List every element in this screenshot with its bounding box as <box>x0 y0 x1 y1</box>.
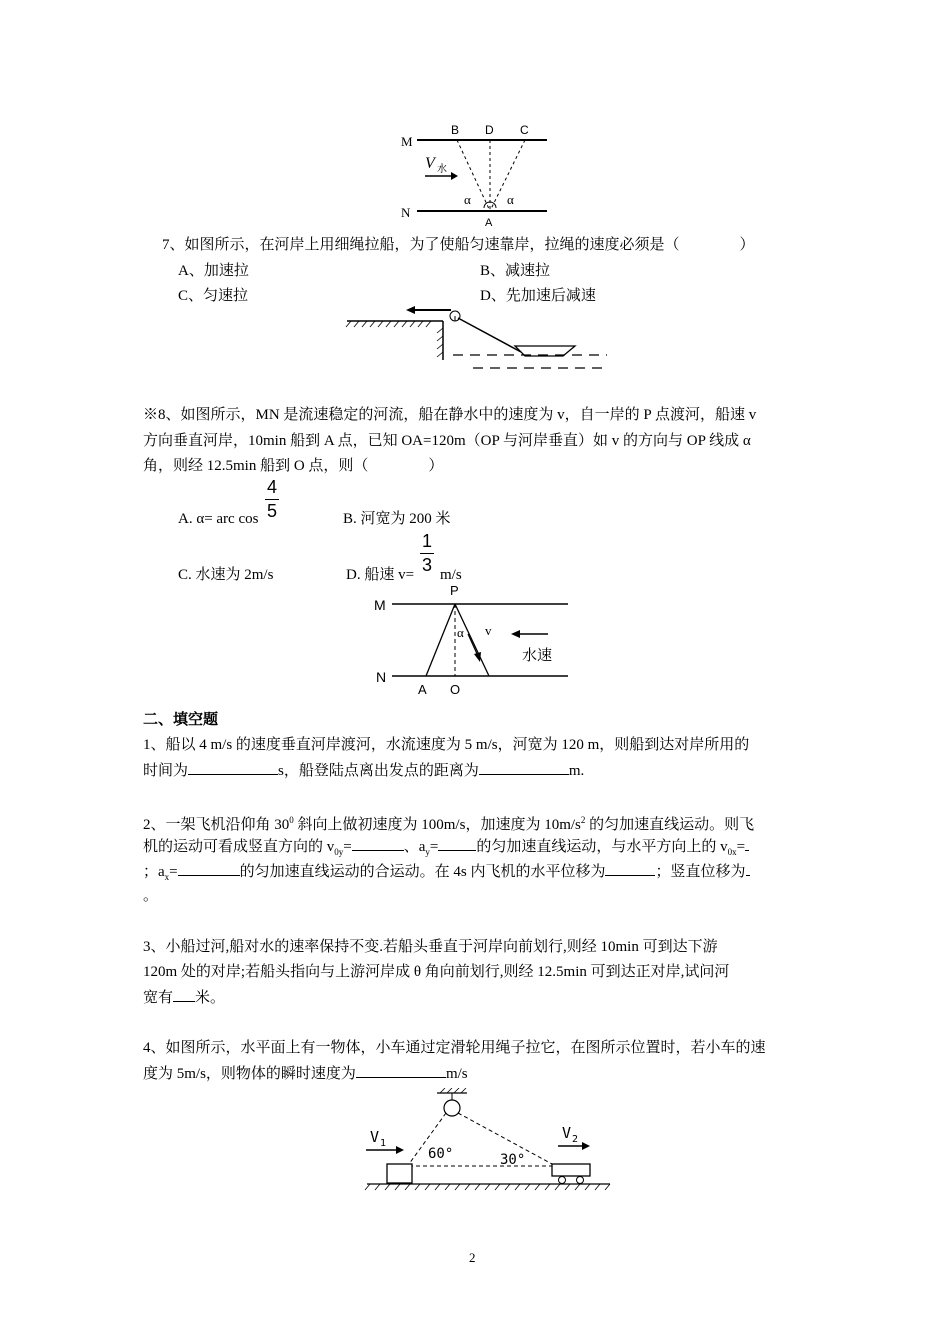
rope <box>458 318 521 352</box>
f2-line-4: 。 <box>143 888 159 904</box>
boat-rope-figure <box>345 302 610 374</box>
f4-line-1: 4、如图所示，水平面上有一物体，小车通过定滑轮用绳子拉它，在图所示位置时，若小车的速 <box>143 1040 766 1056</box>
label-angle-60: 60° <box>428 1146 454 1162</box>
f2-sup: 2 <box>580 815 586 825</box>
f2-text: = <box>736 839 746 855</box>
fraction-numerator: 4 <box>266 477 277 497</box>
page-number: 2 <box>469 1250 476 1265</box>
f2-text: 、a <box>403 839 426 855</box>
q8-option-d: D. 船速 v= <box>346 567 415 583</box>
cart-wheel-left <box>559 1177 566 1184</box>
bank-hatching <box>346 321 431 327</box>
f2-blank-horizontal-displacement[interactable] <box>605 861 655 876</box>
v2-arrow-head <box>582 1142 590 1150</box>
label-alpha: α <box>457 625 464 640</box>
f2-text: 的匀加速直线运动，与水平方向上的 v <box>476 839 728 855</box>
f1-text-b: s，船登陆点离出发点的距离为 <box>278 763 479 779</box>
path-velocity <box>455 604 489 676</box>
fraction-denominator: 5 <box>266 501 277 521</box>
wall-hatching <box>437 328 443 357</box>
f2-sup: 0 <box>289 815 294 825</box>
f2-line-2 <box>143 836 749 862</box>
ground-hatching <box>365 1184 610 1190</box>
q8-option-c: C. 水速为 2m/s <box>178 567 274 583</box>
path-ab <box>457 140 490 211</box>
v1-arrow-head <box>396 1146 404 1154</box>
f2-sub: x <box>164 872 170 882</box>
f3-line-1: 3、小船过河,船对水的速率保持不变.若船头垂直于河岸向前划行,则经 10min 可到达下游 <box>143 939 718 955</box>
f3-line-2: 120m 处的对岸;若船头指向与上游河岸成 θ 角向前划行,则经 12.5min 可到达正对岸,试问河 <box>143 964 730 980</box>
q8-option-d-fraction <box>420 531 434 576</box>
label-v2-sub: 2 <box>572 1134 579 1145</box>
label-b: B <box>451 123 460 137</box>
label-v1: V <box>370 1128 380 1146</box>
f2-text: ；a <box>143 864 165 880</box>
water-arrow-head <box>451 172 458 180</box>
pull-arrow-head <box>406 306 415 314</box>
f1-text-c: m. <box>568 763 585 779</box>
label-water-speed: 水速 <box>522 646 553 664</box>
path-pa <box>426 604 455 676</box>
label-m: M <box>374 597 386 613</box>
cart-wheel-right <box>577 1177 584 1184</box>
label-n: N <box>401 205 411 220</box>
f3-text: 宽有 <box>143 990 174 1006</box>
f2-blank-ay[interactable] <box>438 836 476 851</box>
f2-text: = <box>429 839 439 855</box>
f2-sub: 0x <box>727 847 737 857</box>
ceiling-hatching <box>440 1088 466 1093</box>
q7-option-b: B、减速拉 <box>480 263 551 279</box>
fraction-bar <box>420 553 434 554</box>
f1-blank-distance[interactable] <box>479 760 569 775</box>
label-a: A <box>485 217 493 228</box>
label-v: V <box>425 155 435 172</box>
v-arrow <box>468 634 478 656</box>
f2-text: 的匀加速直线运动。则飞 <box>585 817 755 833</box>
label-d: D <box>485 123 494 137</box>
f4-blank-velocity[interactable] <box>356 1063 446 1078</box>
f1-line-1: 1、船以 4 m/s 的速度垂直河岸渡河，水流速度为 5 m/s，河宽为 120 m，则船到达对岸所用的 <box>143 737 750 753</box>
pulley-cart-figure <box>362 1088 612 1198</box>
q8-option-a: A. α= arc cos <box>178 511 259 527</box>
label-v1-sub: 1 <box>380 1138 387 1149</box>
object-block <box>387 1164 412 1183</box>
q8-option-b: B. 河宽为 200 米 <box>343 511 451 527</box>
f2-text: 斜向上做初速度为 100m/s，加速度为 10m/s <box>293 817 581 833</box>
label-o: O <box>450 682 461 697</box>
f3-blank-width[interactable] <box>173 987 195 1002</box>
label-c: C <box>520 123 529 137</box>
q8-line-2: 方向垂直河岸，10min 船到 A 点，已知 OA=120m（OP 与河岸垂直）如 v 的方向与 OP 线成 α <box>143 433 751 449</box>
f2-sub: y <box>425 847 430 857</box>
label-n: N <box>376 669 387 685</box>
v-arrow-head <box>474 652 481 662</box>
cart-body <box>552 1164 590 1176</box>
f4-text: 度为 5m/s，则物体的瞬时速度为 <box>143 1066 356 1082</box>
label-alpha-right: α <box>507 192 514 207</box>
f2-text: 2、一架飞机沿仰角 30 <box>143 817 290 833</box>
f2-text: = <box>343 839 352 855</box>
f2-sub: 0y <box>334 847 344 857</box>
label-m: M <box>401 134 413 149</box>
label-v2: V <box>562 1124 572 1142</box>
f4-text: m/s <box>445 1066 468 1082</box>
f1-text-a: 时间为 <box>143 763 189 779</box>
f2-line-1 <box>143 810 754 835</box>
q7-option-c: C、匀速拉 <box>178 288 249 304</box>
q8-line-3: 角，则经 12.5min 船到 O 点，则（ ） <box>143 458 444 474</box>
label-a: A <box>418 682 427 697</box>
f2-text: 的匀加速直线运动的合运动。在 4s 内飞机的水平位移为 <box>239 864 606 880</box>
q8-line-1: ※8、如图所示，MN 是流速稳定的河流，船在静水中的速度为 v，自一岸的 P 点渡河，船速 v <box>143 407 757 423</box>
f2-text: = <box>169 864 178 880</box>
q7-stem: 7、如图所示，在河岸上用细绳拉船，为了使船匀速靠岸，拉绳的速度必须是（ ） <box>162 237 755 253</box>
river-crossing-figure-1 <box>395 118 555 228</box>
label-v: v <box>485 623 492 638</box>
fraction-denominator: 3 <box>421 555 432 575</box>
f2-text: ；竖直位移为 <box>655 864 746 880</box>
water-arrow-head <box>511 630 520 638</box>
label-v-sub: 水 <box>437 164 447 175</box>
label-angle-30: 30° <box>500 1152 526 1168</box>
f1-line-2 <box>143 760 584 781</box>
q8-option-a-fraction <box>265 477 279 522</box>
label-p: P <box>450 583 459 598</box>
label-alpha-left: α <box>464 192 471 207</box>
pulley <box>444 1100 460 1116</box>
f4-line-2 <box>143 1063 468 1084</box>
f3-line-3 <box>143 987 225 1008</box>
q8-option-d-unit: m/s <box>440 567 462 583</box>
f2-blank-v0x[interactable] <box>745 836 749 851</box>
q7-option-a: A、加速拉 <box>178 263 249 279</box>
river-crossing-figure-q8 <box>372 580 572 698</box>
q7-option-d: D、先加速后减速 <box>480 288 596 304</box>
f2-text: 机的运动可看成竖直方向的 v <box>143 839 335 855</box>
f2-blank-ax[interactable] <box>178 861 240 876</box>
f3-text: 米。 <box>195 990 226 1006</box>
f1-blank-time[interactable] <box>188 760 278 775</box>
f2-blank-v0y[interactable] <box>352 836 404 851</box>
f2-line-3 <box>143 861 750 887</box>
f2-blank-vertical-displacement[interactable] <box>746 861 750 876</box>
fraction-bar <box>265 499 279 500</box>
section-title-fill-in: 二、填空题 <box>143 711 219 728</box>
fraction-numerator: 1 <box>421 531 432 551</box>
